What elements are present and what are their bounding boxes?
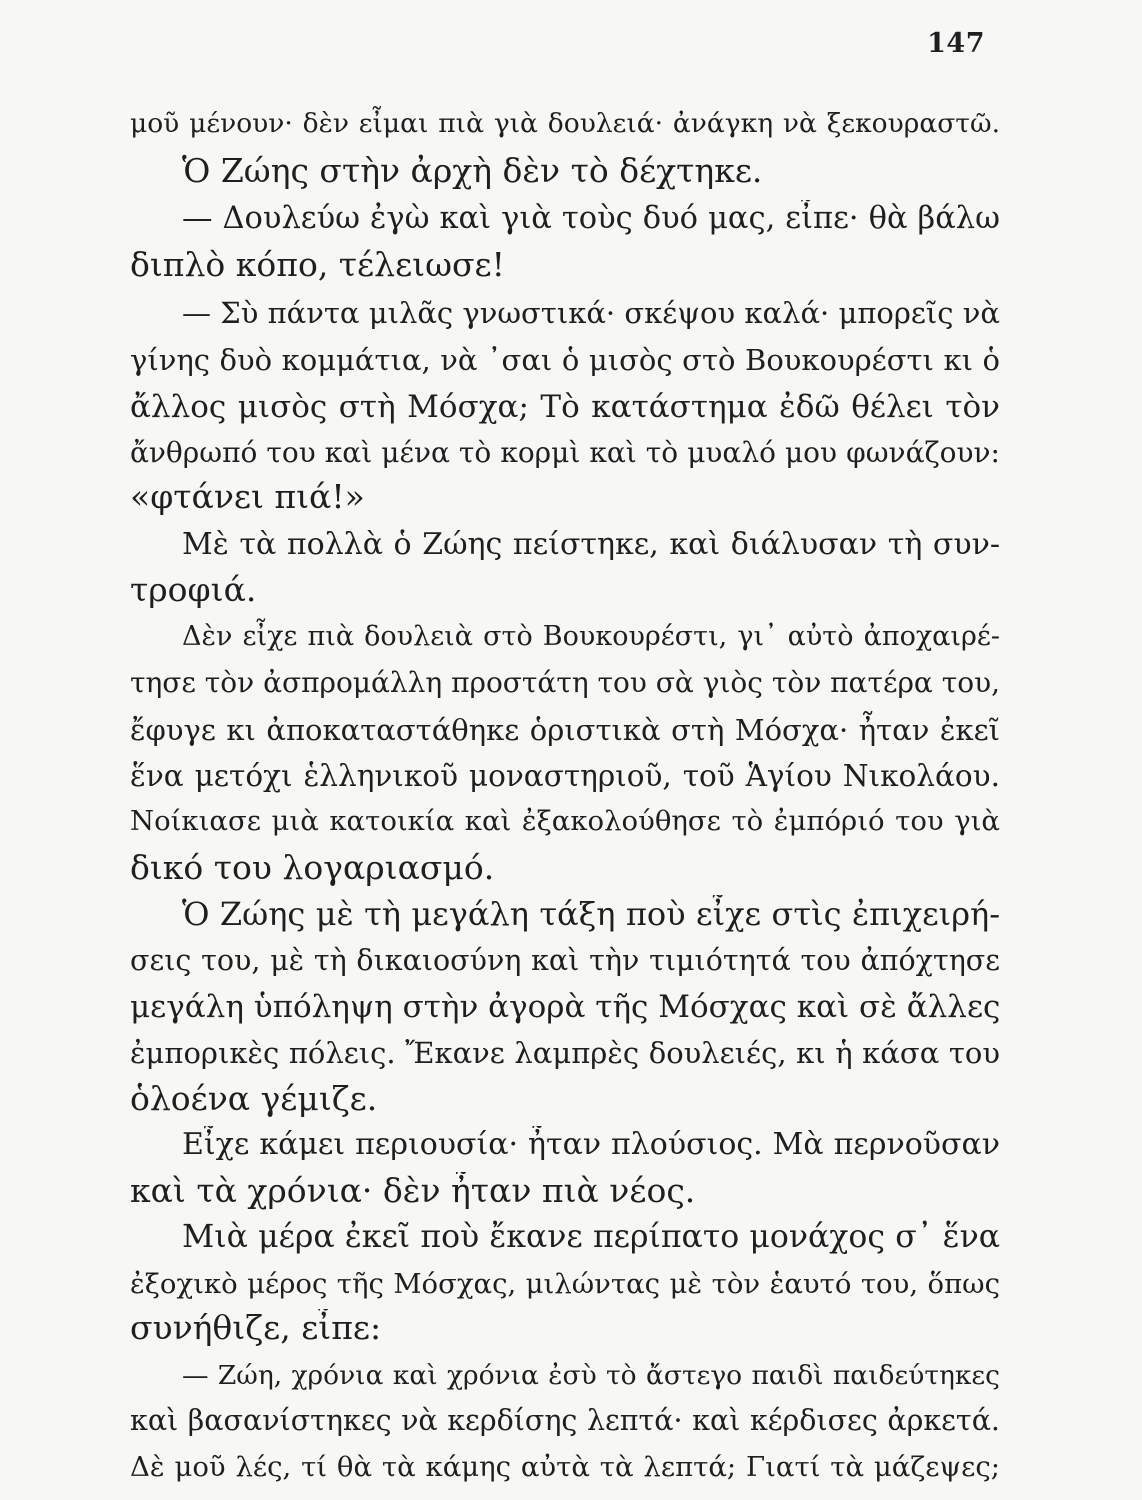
text-line: Δὲν εἶχε πιὰ δουλειὰ στὸ Βουκουρέστι, γι᾿ αὐτὸ ἀποχαιρέ- — [182, 621, 1000, 652]
text-line: δικό του λογαριασμό. — [130, 849, 495, 887]
text-line: Μιὰ μέρα ἐκεῖ ποὺ ἔκανε περίπατο μονάχος σ᾿ ἕνα — [182, 1219, 1000, 1255]
text-line: γίνης δυὸ κομμάτια, νὰ ᾿σαι ὁ μισὸς στὸ Βουκουρέστι κι ὁ — [130, 343, 1000, 377]
text-line: Ὁ Ζώης στὴν ἀρχὴ δὲν τὸ δέχτηκε. — [182, 152, 763, 190]
text-line: ἄνθρωπό του καὶ μένα τὸ κορμὶ καὶ τὸ μυαλό μου φωνάζουν: — [130, 436, 1000, 469]
text-line: ἄλλος μισὸς στὴ Μόσχα; Τὸ κατάστημα ἐδῶ θέλει τὸν — [130, 389, 1000, 425]
text-line: Μὲ τὰ πολλὰ ὁ Ζώης πείστηκε, καὶ διάλυσαν τὴ συν- — [182, 527, 1000, 562]
text-line: τησε τὸν ἀσπρομάλλη προστάτη του σὰ γιὸς τὸν πατέρα του, — [130, 666, 1000, 699]
text-line: — Σὺ πάντα μιλᾶς γνωστικά· σκέψου καλά· μπορεῖς νὰ — [182, 296, 1000, 330]
text-line: σεις του, μὲ τὴ δικαιοσύνη καὶ τὴν τιμιότητά του ἀπόχτησε — [130, 944, 1000, 977]
text-line: Νοίκιασε μιὰ κατοικία καὶ ἐξακολούθησε τὸ ἐμπόριό του γιὰ — [130, 805, 1000, 837]
text-line: ἕνα μετόχι ἑλληνικοῦ μοναστηριοῦ, τοῦ Ἁγίου Νικολάου. — [130, 759, 1000, 793]
text-line: καὶ τὰ χρόνια· δὲν ἦταν πιὰ νέος. — [130, 1172, 696, 1210]
text-line: ἐξοχικὸ μέρος τῆς Μόσχας, μιλώντας μὲ τὸν ἑαυτό του, ὅπως — [130, 1268, 1000, 1300]
text-line: «φτάνει πιά!» — [130, 478, 365, 516]
text-line: Εἶχε κάμει περιουσία· ἦταν πλούσιος. Μὰ περνοῦσαν — [182, 1127, 1000, 1162]
text-line: μεγάλη ὑπόληψη στὴν ἀγορὰ τῆς Μόσχας καὶ σὲ ἄλλες — [130, 989, 1000, 1025]
text-line: ὁλοένα γέμιζε. — [130, 1080, 378, 1118]
text-line: — Ζώη, χρόνια καὶ χρόνια ἐσὺ τὸ ἄστεγο παιδὶ παιδεύτηκες — [182, 1360, 1000, 1391]
text-line: συνήθιζε, εἶπε: — [130, 1309, 382, 1347]
text-line: διπλὸ κόπο, τέλειωσε! — [130, 246, 505, 284]
text-line: — Δουλεύω ἐγὼ καὶ γιὰ τοὺς δυό μας, εἶπε· θὰ βάλω — [182, 201, 1000, 236]
text-line: καὶ βασανίστηκες νὰ κερδίσης λεπτά· καὶ κέρδισες ἀρκετά. — [130, 1404, 1000, 1437]
text-line: Ὁ Ζώης μὲ τὴ μεγάλη τάξη ποὺ εἶχε στὶς ἐπιχειρή- — [182, 895, 1000, 933]
text-line: ἐμπορικὲς πόλεις. Ἔκανε λαμπρὲς δουλειές, κι ἡ κάσα του — [130, 1036, 1000, 1070]
text-line: Δὲ μοῦ λές, τί θὰ τὰ κάμης αὐτὰ τὰ λεπτά; Γιατί τὰ μάζεψες; — [130, 1451, 1000, 1483]
page-number: 147 — [927, 28, 985, 59]
text-line: ἔφυγε κι ἀποκαταστάθηκε ὁριστικὰ στὴ Μόσχα· ἦταν ἐκεῖ — [130, 713, 1000, 747]
text-line: μοῦ μένουν· δὲν εἶμαι πιὰ γιὰ δουλειά· ἀνάγκη νὰ ξεκουραστῶ. — [130, 108, 1000, 139]
text-line: τροφιά. — [130, 571, 257, 609]
